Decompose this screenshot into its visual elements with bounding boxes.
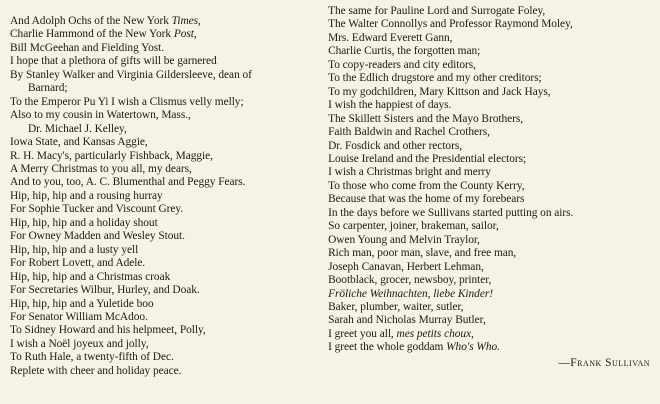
line-text: Hip, hip, hip and a lusty yell: [10, 243, 139, 256]
line-text: To the Edlich drugstore and my other creditors;: [328, 72, 542, 85]
poem-line: [328, 341, 654, 354]
poem-line: [328, 193, 654, 206]
poem-line: [10, 150, 318, 163]
poem-line: [328, 166, 654, 179]
line-text: R. H. Macy's, particularly Fishback, Maggie,: [10, 149, 213, 162]
line-text: Sarah and Nicholas Murray Butler,: [328, 314, 486, 327]
poem-column-right: [328, 5, 654, 404]
poem-line: [328, 261, 654, 274]
poem-line: [328, 247, 654, 260]
poem-line: [10, 324, 318, 337]
line-text: Hip, hip, hip and a Christmas croak: [10, 270, 171, 283]
poem-line: [328, 5, 654, 18]
line-text: Because that was the home of my forebears: [328, 193, 525, 206]
line-text: To Ruth Hale, a twenty-fifth of Dec.: [10, 351, 174, 364]
poem-line: [10, 28, 318, 41]
poem-line: [10, 257, 318, 270]
line-text: To those who come from the County Kerry,: [328, 179, 525, 192]
line-text: Dr. Michael J. Kelley,: [28, 122, 127, 135]
poem-line: [10, 271, 318, 284]
line-text: Iowa State, and Kansas Aggie,: [10, 136, 148, 149]
line-text: I wish a Christmas bright and merry: [328, 166, 491, 179]
italic-text: Post,: [173, 28, 197, 41]
italic-text: mes petits choux,: [396, 327, 474, 340]
line-text: Hip, hip, hip and a rousing hurray: [10, 189, 163, 202]
poem-line: [10, 351, 318, 364]
poem-line: [10, 136, 318, 149]
line-text: To my godchildren, Mary Kittson and Jack Hays,: [328, 85, 551, 98]
line-text: For Owney Madden and Wesley Stout.: [10, 230, 185, 243]
line-text: And to you, too, A. C. Blumenthal and Peggy Fears.: [10, 176, 246, 189]
line-text: I greet you all,: [328, 327, 397, 340]
poem-line: [10, 42, 318, 55]
poem-line: [328, 140, 654, 153]
poem-line: [10, 163, 318, 176]
line-text: Bill McGeehan and Fielding Yost.: [10, 41, 165, 54]
line-text: And Adolph Ochs of the New York: [10, 15, 172, 27]
poem-line: [10, 109, 318, 122]
poem-line: [328, 126, 654, 139]
poem-line: [10, 365, 318, 378]
poem-line: [10, 298, 318, 311]
line-text: For Senator William McAdoo.: [10, 310, 148, 323]
poem-line: [328, 32, 654, 45]
poem-line: [328, 314, 654, 327]
poem-line: [10, 15, 318, 28]
poem-line: [328, 180, 654, 193]
poem-line: [328, 86, 654, 99]
line-text: I greet the whole goddam: [328, 341, 447, 354]
poem-line: [10, 311, 318, 324]
line-text: The Skillett Sisters and the Mayo Brothers,: [328, 112, 524, 125]
poem-line: [328, 220, 654, 233]
poem-line: [328, 328, 654, 341]
line-text: The Walter Connollys and Professor Raymond Moley,: [328, 18, 573, 31]
poem-line: [328, 234, 654, 247]
poem-line: [328, 274, 654, 287]
poem-line: [10, 244, 318, 257]
author-byline: —Frank Sullivan: [558, 356, 650, 369]
poem-line: [328, 45, 654, 58]
line-text: I wish the happiest of days.: [328, 99, 452, 112]
line-text: To copy-readers and city editors,: [328, 58, 476, 71]
line-text: Rich man, poor man, slave, and free man,: [328, 247, 517, 260]
line-text: The same for Pauline Lord and Surrogate Foley,: [328, 5, 546, 17]
italic-text: Times,: [171, 15, 201, 27]
line-text: Replete with cheer and holiday peace.: [10, 364, 182, 377]
poem-line: [10, 96, 318, 109]
line-text: Mrs. Edward Everett Gann,: [328, 31, 453, 44]
line-text: Dr. Fosdick and other rectors,: [328, 139, 463, 152]
line-text: Louise Ireland and the Presidential electors;: [328, 152, 527, 165]
line-text: Faith Baldwin and Rachel Crothers,: [328, 126, 490, 139]
line-text: For Sophie Tucker and Viscount Grey.: [10, 203, 184, 216]
line-text: I hope that a plethora of gifts will be garnered: [10, 55, 217, 68]
poem-column-right-lines: [328, 5, 654, 355]
poem-line: [10, 338, 318, 351]
poem-line: [10, 55, 318, 68]
line-text: Hip, hip, hip and a holiday shout: [10, 216, 158, 229]
line-text: Baker, plumber, waiter, sutler,: [328, 300, 464, 313]
italic-text: Fröliche Weihnachten, liebe Kinder!: [328, 287, 493, 300]
poem-line: [10, 82, 318, 95]
line-text: Owen Young and Melvin Traylor,: [328, 233, 480, 246]
poem-line: [328, 18, 654, 31]
poem-line: [328, 113, 654, 126]
poem-line: [10, 230, 318, 243]
line-text: Also to my cousin in Watertown, Mass.,: [10, 109, 191, 122]
line-text: By Stanley Walker and Virginia Gildersleeve, dean of: [10, 68, 252, 81]
line-text: For Robert Lovett, and Adele.: [10, 257, 146, 270]
line-text: So carpenter, joiner, brakeman, sailor,: [328, 220, 499, 233]
poem-line: [328, 99, 654, 112]
poem-line: [10, 176, 318, 189]
poem-line: [328, 72, 654, 85]
poem-line: [10, 203, 318, 216]
line-text: A Merry Christmas to you all, my dears,: [10, 162, 192, 175]
poem-line: [328, 207, 654, 220]
italic-text: Who's Who.: [446, 341, 500, 354]
line-text: Charlie Hammond of the New York: [10, 28, 174, 41]
line-text: To Sidney Howard and his helpmeet, Polly,: [10, 324, 206, 337]
poem-line: [10, 190, 318, 203]
poem-column-left: [10, 15, 318, 404]
poem-line: [10, 69, 318, 82]
poem-line: [328, 288, 654, 301]
poem-line: [10, 217, 318, 230]
line-text: For Secretaries Wilbur, Hurley, and Doak.: [10, 284, 200, 297]
line-text: In the days before we Sullivans started putting on airs.: [328, 206, 574, 219]
line-text: To the Emperor Pu Yi I wish a Clismus velly melly;: [10, 95, 244, 108]
line-text: Joseph Canavan, Herbert Lehman,: [328, 260, 484, 273]
poem-line: [328, 153, 654, 166]
line-text: Bootblack, grocer, newsboy, printer,: [328, 274, 492, 287]
line-text: I wish a Noël joyeux and jolly,: [10, 337, 149, 350]
poem-line: [10, 123, 318, 136]
line-text: Barnard;: [28, 82, 68, 95]
poem-line: [328, 59, 654, 72]
line-text: Charlie Curtis, the forgotten man;: [328, 45, 481, 58]
poem-line: [10, 284, 318, 297]
poem-line: [328, 301, 654, 314]
line-text: Hip, hip, hip and a Yuletide boo: [10, 297, 154, 310]
